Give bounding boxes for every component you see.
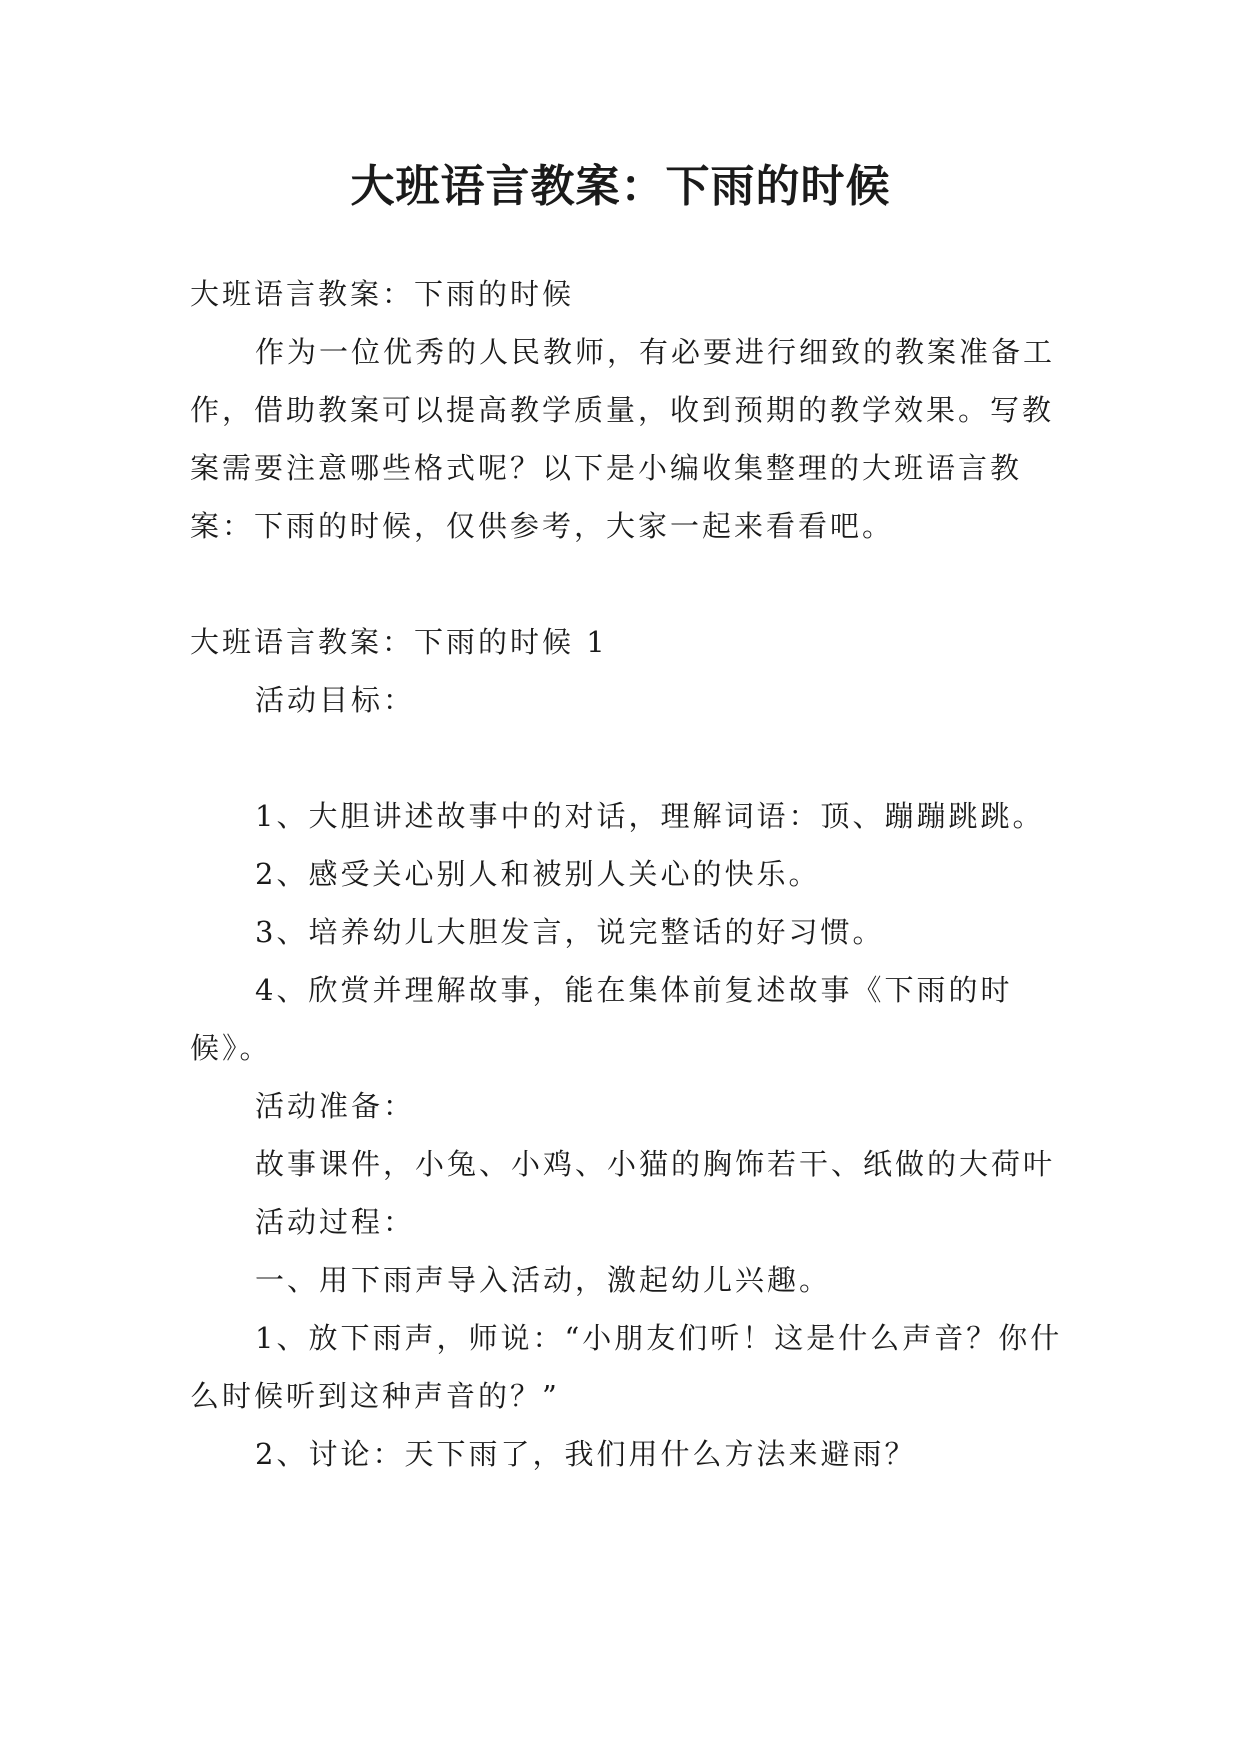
process-item: 1、放下雨声，师说：“小朋友们听！这是什么声音？你什么时候听到这种声音的？” [190,1321,1063,1413]
process-item: 一、用下雨声导入活动，激起幼儿兴趣。 [255,1263,832,1297]
process-item: 2、讨论：天下雨了，我们用什么方法来避雨？ [255,1437,917,1471]
subtitle-line: 大班语言教案：下雨的时候 [190,277,575,311]
prep-heading: 活动准备： [255,1089,416,1123]
intro-paragraph: 作为一位优秀的人民教师，有必要进行细致的教案准备工作，借助教案可以提高教学质量，收到预期的教学效果。写教案需要注意哪些格式呢？以下是小编收集整理的大班语言教案：下雨的时候，仅供参考，大家一起来看看吧。 [190,335,1056,543]
goal-item: 1、大胆讲述故事中的对话，理解词语：顶、蹦蹦跳跳。 [255,799,1045,833]
document-title: 大班语言教案：下雨的时候 [350,161,891,212]
document-body [190,265,1070,1483]
spacer [190,555,1070,613]
process-heading: 活动过程： [255,1205,416,1239]
goals-heading: 活动目标： [255,683,416,717]
prep-paragraph: 故事课件，小兔、小鸡、小猫的胸饰若干、纸做的大荷叶 [255,1147,1056,1181]
goal-item: 3、培养幼儿大胆发言，说完整话的好习惯。 [255,915,885,949]
goal-item: 2、感受关心别人和被别人关心的快乐。 [255,857,821,891]
goal-item: 4、欣赏并理解故事，能在集体前复述故事《下雨的时候》。 [190,973,1013,1065]
spacer [190,729,1070,787]
section-heading: 大班语言教案：下雨的时候 1 [190,625,608,659]
